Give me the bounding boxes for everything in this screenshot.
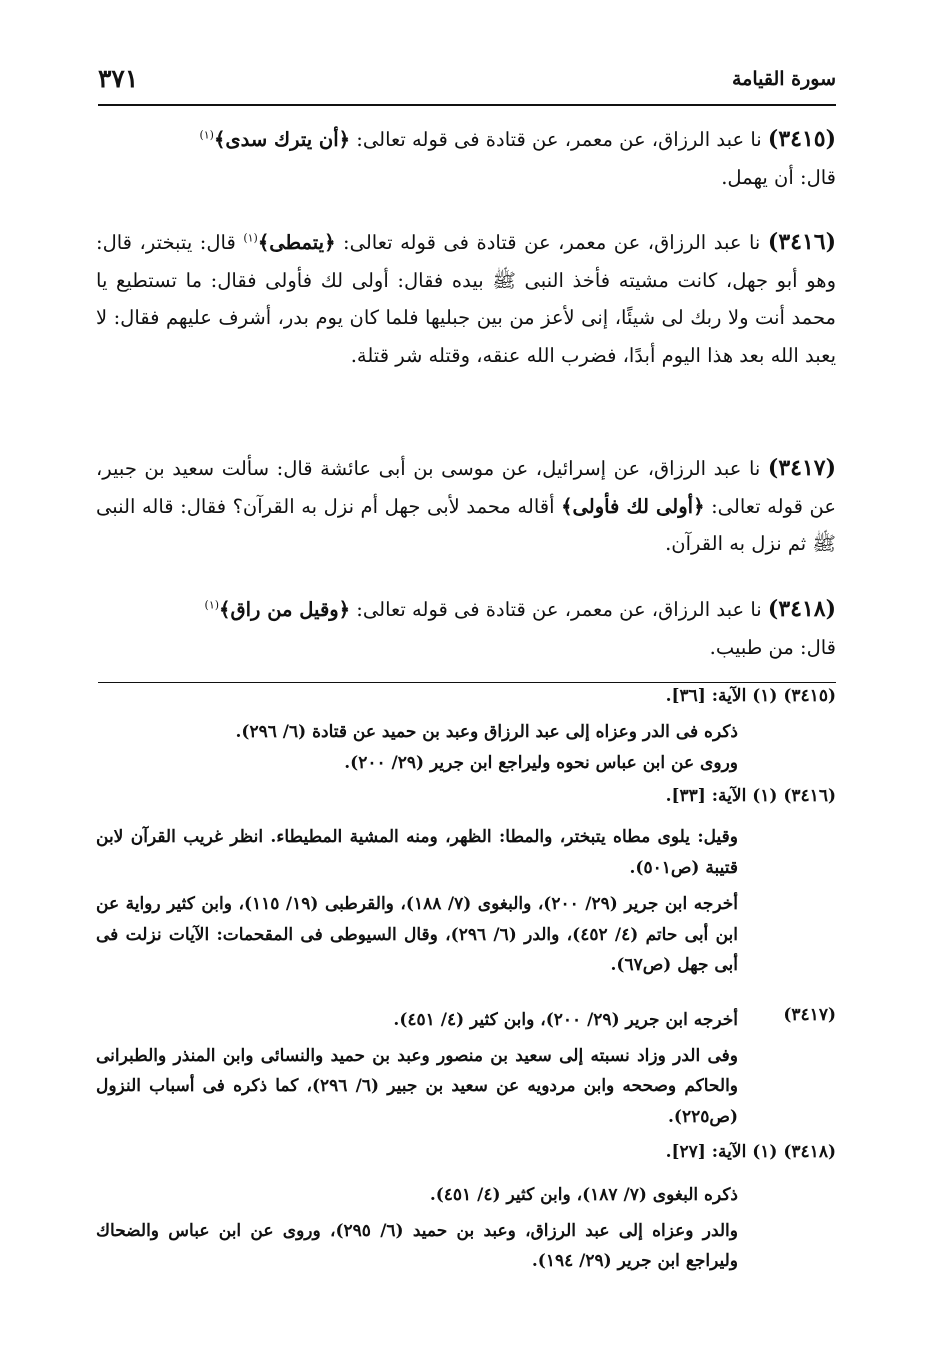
header-rule	[98, 104, 836, 106]
footnote-3415-head: (٣٤١٥) (١) الآية: [٣٦].	[665, 686, 836, 706]
footnote-3415-body	[96, 717, 738, 778]
footnote-3417-ref: (٣٤١٧)	[783, 1005, 836, 1025]
page-number: ٣٧١	[98, 64, 139, 93]
hadith-number: (٣٤١٨)	[767, 596, 836, 622]
footnote-paragraph: وقيل: يلوى مطاه يتبختر، والمطا: الظهر، ومنه المشية المطيطاء. انظر غريب القرآن لابن قتيبة (ص٥٠١).	[96, 827, 738, 878]
footnote-paragraph: وفى الدر وزاد نسبته إلى سعيد بن منصور وعبد بن حميد والنسائى وابن المنذر والطبرانى والحاكم وصححه وابن مردويه عن سعيد بن جبير (٦/ ٢٩٦)، كما ذكره فى أسباب النزول (ص٢٢٥).	[96, 1045, 738, 1127]
footnote-marker: (١)	[199, 128, 214, 142]
hadith-number: (٣٤١٦)	[767, 229, 836, 255]
footnote-paragraph: والدر وعزاه إلى عبد الرزاق، وعبد بن حميد (٦/ ٢٩٥)، وروى عن ابن عباس والضحاك وليراجع ابن جرير (٢٩/ ١٩٤).	[96, 1220, 738, 1271]
hadith-text: قال: من طبيب.	[709, 635, 836, 659]
footnote-line: ذكره فى الدر وعزاه إلى عبد الرزاق وعبد بن حميد عن قتادة (٦/ ٢٩٦).	[235, 722, 738, 742]
page-header	[98, 66, 836, 100]
hadith-isnad: نا عبد الرزاق، عن معمر، عن قتادة فى قوله تعالى:	[335, 231, 768, 254]
footnote-line: وروى عن ابن عباس نحوه وليراجع ابن جرير (٢٩/ ٢٠٠).	[344, 752, 738, 773]
hadith-3418	[96, 591, 836, 666]
footnote-line: ذكره البغوى (٧/ ١٨٧)، وابن كثير (٤/ ٤٥١).	[429, 1185, 738, 1205]
quran-ayah: ﴿أن يترك سدى﴾	[213, 128, 351, 151]
hadith-isnad: نا عبد الرزاق، عن معمر، عن قتادة فى قوله تعالى:	[350, 128, 768, 151]
quran-ayah: ﴿أولى لك فأولى﴾	[561, 494, 705, 518]
hadith-3415	[96, 121, 836, 196]
footnote-marker: (١)	[243, 231, 258, 245]
footnote-rule	[98, 682, 836, 683]
hadith-isnad: نا عبد الرزاق، عن معمر، عن قتادة فى قوله تعالى:	[350, 598, 768, 621]
hadith-number: (٣٤١٧)	[767, 455, 836, 481]
footnote-3416-body	[96, 822, 738, 981]
hadith-3416	[96, 224, 836, 374]
footnote-3417-body	[96, 1005, 738, 1132]
quran-ayah: ﴿يتمطى﴾	[257, 231, 336, 254]
quran-ayah: ﴿وقيل من راق﴾	[219, 598, 351, 621]
hadith-number: (٣٤١٥)	[767, 126, 836, 152]
hadith-text: قال: يتبختر، قال: وهو أبو جهل، كانت مشيته فأخذ النبى ﷺ بيده فقال: أولى لك فأولى فقال: ما تستطيع يا محمد أنت ولا ربك لى شيئًا، إنى لأعز من بين جبليها فلما كان يوم بدر، أشرف عليهم فقال: لا يعبد الله بعد هذا اليوم أبدًا، فضرب الله عنقه، وقتله شر قتلة.	[96, 231, 836, 367]
hadith-isnad: نا عبد الرزاق، عن إسرائيل، عن موسى بن أبى عائشة قال: سألت سعيد بن جبير، عن قوله تعالى:	[96, 457, 836, 518]
hadith-3417	[96, 450, 836, 563]
hadith-text: قال: أن يهمل.	[721, 165, 836, 189]
footnote-paragraph: أخرجه ابن جرير (٢٩/ ٢٠٠)، والبغوى (٧/ ١٨٨)، والقرطبى (١٩/ ١١٥)، وابن كثير رواية عن ابن أبى حاتم (٤/ ٤٥٢)، والدر (٦/ ٢٩٦)، وقال السيوطى فى المقحمات: الآيات نزلت فى أبى جهل (ص٦٧).	[96, 894, 738, 975]
surah-title: سورة القيامة	[731, 68, 836, 90]
footnote-3418-head: (٣٤١٨) (١) الآية: [٢٧].	[665, 1142, 836, 1162]
footnote-3416-head: (٣٤١٦) (١) الآية: [٣٣].	[665, 786, 836, 806]
hadith-text: أقاله محمد لأبى جهل أم نزل به القرآن؟ فقال: قاله النبى ﷺ ثم نزل به القرآن.	[96, 494, 836, 555]
footnote-marker: (١)	[204, 598, 220, 612]
footnote-3418-body	[96, 1180, 738, 1277]
footnote-line: أخرجه ابن جرير (٢٩/ ٢٠٠)، وابن كثير (٤/ ٤٥١).	[393, 1010, 738, 1030]
